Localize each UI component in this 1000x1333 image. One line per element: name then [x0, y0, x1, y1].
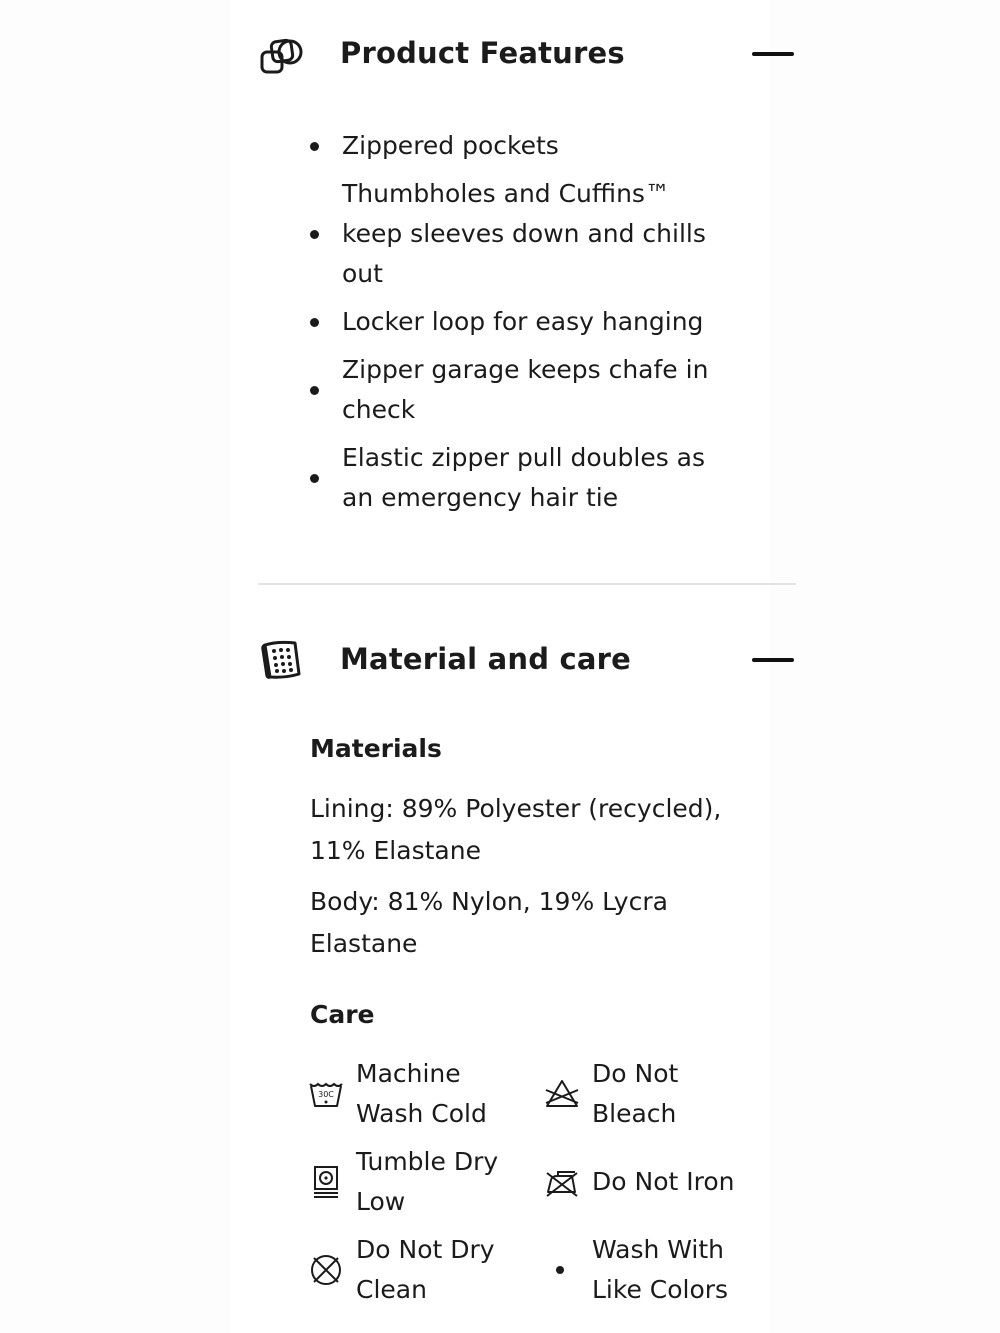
feature-text: Zippered pockets	[342, 131, 559, 160]
material-lining: Lining: 89% Polyester (recycled), 11% Elastane	[310, 794, 722, 865]
wash-temperature-text: 30C	[318, 1090, 334, 1099]
care-label: Do Not Bleach	[592, 1059, 679, 1128]
background-panel-left	[0, 0, 230, 1333]
no-bleach-icon	[544, 1076, 580, 1112]
materials-heading: Materials	[310, 734, 442, 763]
feature-text: Locker loop for easy hanging	[342, 307, 704, 336]
tumble-dry-low-icon	[308, 1164, 344, 1200]
collapse-material-button[interactable]	[750, 648, 796, 672]
no-dry-clean-icon	[308, 1252, 344, 1288]
bullet-icon	[310, 386, 319, 395]
list-item	[308, 126, 728, 166]
feature-text: Zipper garage keeps chafe in check	[342, 355, 709, 424]
features-list	[308, 126, 728, 526]
care-label: Do Not Dry Clean	[356, 1235, 495, 1304]
background-panel-right	[770, 0, 1000, 1333]
feature-text: Elastic zipper pull doubles as an emergency hair tie	[342, 443, 706, 512]
care-item-wash-with-like-colors	[544, 1230, 784, 1310]
no-iron-icon	[544, 1164, 580, 1200]
product-features-title: Product Features	[340, 36, 625, 70]
bullet-icon	[310, 142, 319, 151]
list-item	[308, 302, 728, 342]
dot-icon	[544, 1252, 580, 1288]
section-divider	[258, 583, 796, 585]
material-body: Body: 81% Nylon, 19% Lycra Elastane	[310, 887, 668, 958]
material-care-title: Material and care	[340, 642, 632, 676]
feature-text: Thumbholes and Cuffins™ keep sleeves down and chills out	[342, 179, 706, 288]
care-label: Do Not Iron	[592, 1167, 735, 1196]
material-care-header[interactable]	[258, 628, 796, 688]
material-care-section	[258, 628, 796, 1328]
care-item-do-not-dry-clean	[308, 1230, 538, 1310]
care-heading: Care	[310, 1000, 375, 1029]
care-label: Machine Wash Cold	[356, 1059, 487, 1128]
collapse-features-button[interactable]	[750, 42, 796, 66]
product-features-header[interactable]	[258, 22, 796, 82]
care-item-tumble-dry-low	[308, 1142, 538, 1222]
care-label: Tumble Dry Low	[356, 1147, 499, 1216]
wash-30c-icon	[308, 1076, 344, 1112]
fabric-swatch-icon	[258, 636, 306, 684]
product-features-section	[258, 22, 796, 542]
care-label: Wash With Like Colors	[592, 1235, 729, 1304]
bullet-icon	[310, 230, 319, 239]
care-item-machine-wash-cold	[308, 1054, 538, 1134]
care-item-do-not-iron	[544, 1142, 784, 1222]
minus-icon	[752, 52, 794, 56]
bullet-icon	[310, 318, 319, 327]
minus-icon	[752, 658, 794, 662]
care-item-do-not-bleach	[544, 1054, 784, 1134]
list-item	[308, 174, 728, 294]
bullet-icon	[310, 474, 319, 483]
list-item	[308, 438, 728, 518]
list-item	[308, 350, 728, 430]
overlapping-squares-icon	[258, 30, 306, 78]
